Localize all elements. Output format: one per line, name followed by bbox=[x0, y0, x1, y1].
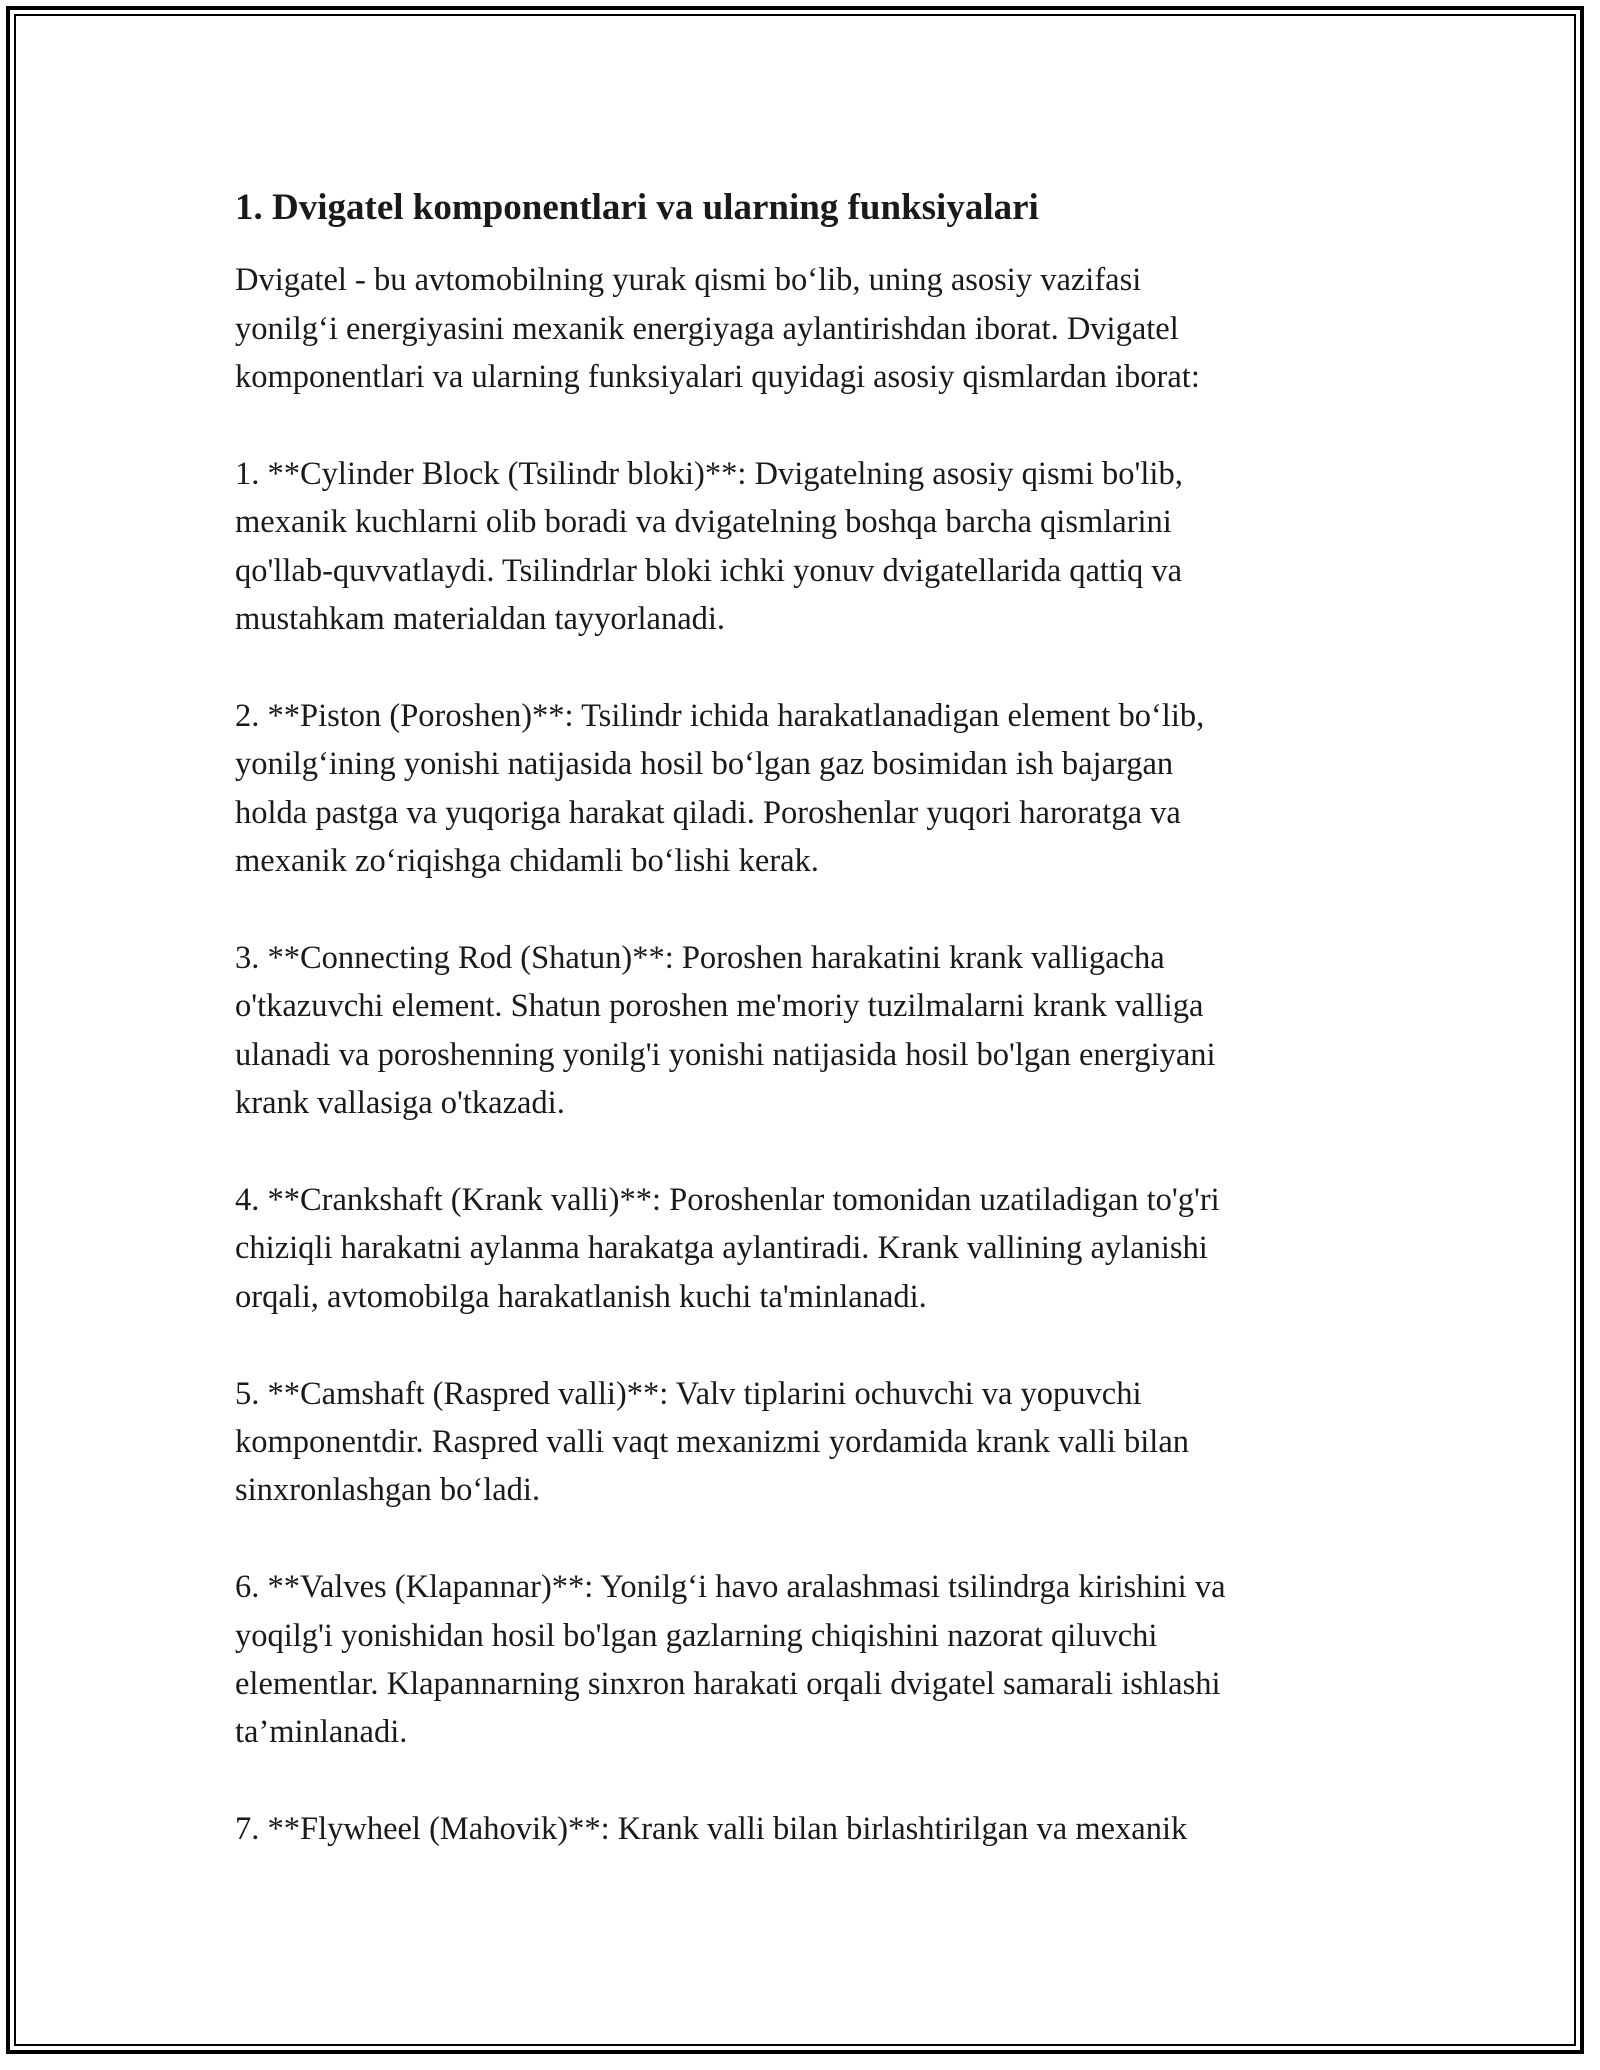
list-item-connecting-rod: 3. **Connecting Rod (Shatun)**: Poroshen harakatini krank valligacha o'tkazuvchi element. Shatun poroshen me'moriy tuzilmalarni krank valliga ulanadi va poroshenning yonilg'i yonishi natijasida hosil bo'lgan energiyani krank vallasiga o'tkazadi. bbox=[235, 940, 1216, 1122]
intro-paragraph: Dvigatel - bu avtomobilning yurak qismi bo‘lib, uning asosiy vazifasi yonilg‘i energiyasini mexanik energiyaga aylantirishdan iborat. Dvigatel komponentlari va ularning funksiyalari quyidagi asosiy qismlardan iborat: bbox=[235, 262, 1200, 396]
list-item-valves: 6. **Valves (Klapannar)**: Yonilg‘i havo aralashmasi tsilindrga kirishini va yoqilg'i yonishidan hosil bo'lgan gazlarning chiqishini nazorat qiluvchi elementlar. Klapannarning sinxron harakati orqali dvigatel samarali ishlashi ta’minlanadi. bbox=[235, 1569, 1226, 1751]
list-item-cylinder-block: 1. **Cylinder Block (Tsilindr bloki)**: Dvigatelning asosiy qismi bo'lib, mexanik kuchlarni olib boradi va dvigatelning boshqa barcha qismlarini qo'llab-quvvatlaydi. Tsilindrlar bloki ichki yonuv dvigatellarida qattiq va mustahkam materialdan tayyorlanadi. bbox=[235, 456, 1183, 638]
list-item-camshaft: 5. **Camshaft (Raspred valli)**: Valv tiplarini ochuvchi va yopuvchi komponentdir. Raspred valli vaqt mexanizmi yordamida krank valli bilan sinxronlashgan bo‘ladi. bbox=[235, 1375, 1190, 1509]
list-item-flywheel: 7. **Flywheel (Mahovik)**: Krank valli bilan birlashtirilgan va mexanik bbox=[235, 1811, 1188, 1848]
section-heading: 1. Dvigatel komponentlari va ularning funksiyalari bbox=[235, 187, 1039, 228]
list-item-crankshaft: 4. **Crankshaft (Krank valli)**: Poroshenlar tomonidan uzatiladigan to'g'ri chiziqli harakatni aylanma harakatga aylantiradi. Krank vallining aylanishi orqali, avtomobilga harakatlanish kuchi ta'minlanadi. bbox=[235, 1182, 1220, 1315]
document-body bbox=[235, 186, 1375, 1902]
list-item-piston: 2. **Piston (Poroshen)**: Tsilindr ichida harakatlanadigan element bo‘lib, yonilg‘ining yonishi natijasida hosil bo‘lgan gaz bosimidan ish bajargan holda pastga va yuqoriga harakat qiladi. Poroshenlar yuqori haroratga va mexanik zo‘riqishga chidamli bo‘lishi kerak. bbox=[235, 698, 1205, 880]
